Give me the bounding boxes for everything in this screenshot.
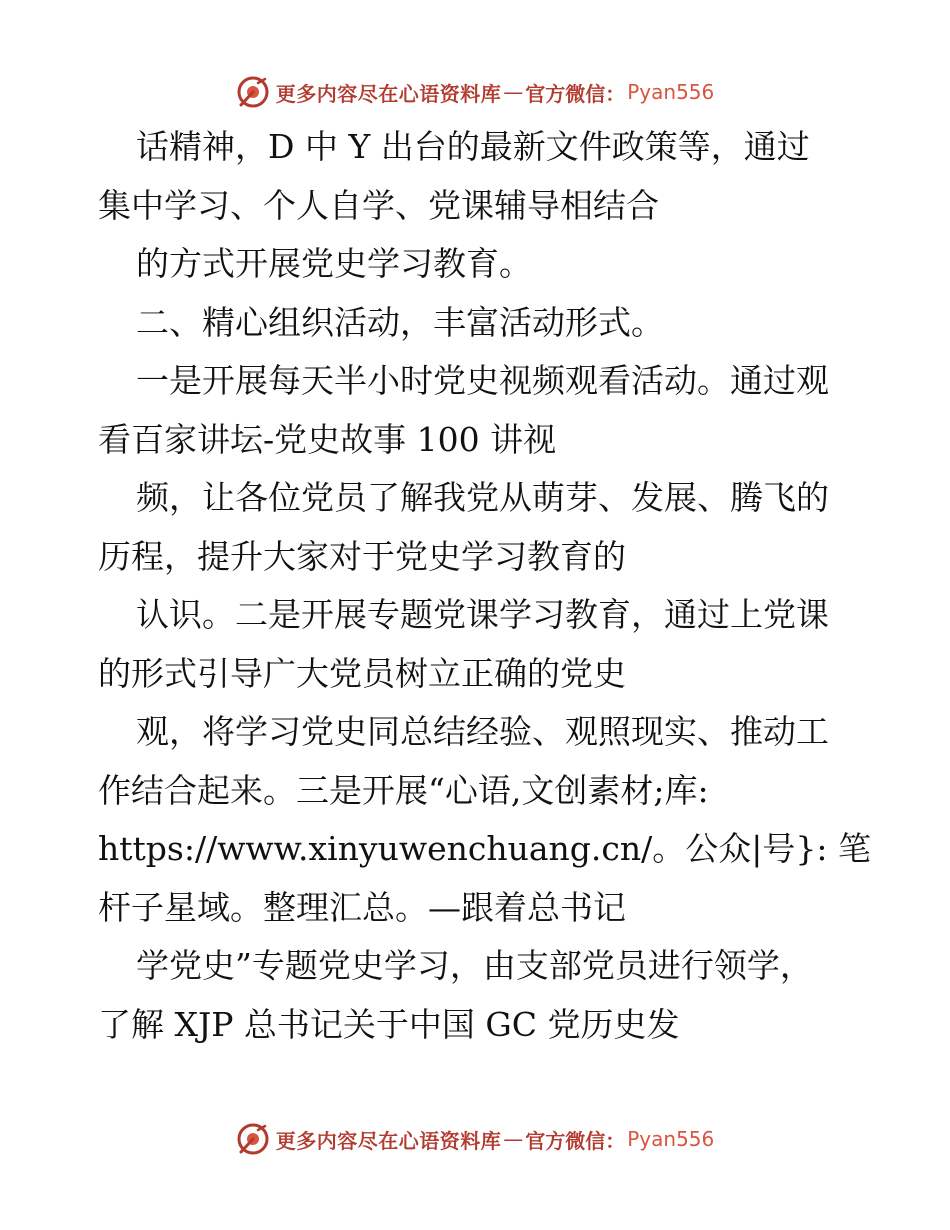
pen-logo-icon [236, 75, 270, 109]
watermark-text: 更多内容尽在心语资料库 [275, 1128, 502, 1153]
watermark-label: 官方微信： [525, 1128, 626, 1153]
text-line: https://www.xinyuwenchuang.cn/。公众|号}: 笔 [98, 829, 871, 868]
watermark-id: Pyan556 [627, 1127, 715, 1151]
watermark-dash: — [503, 1127, 524, 1151]
watermark-dash: — [503, 80, 524, 104]
text-line: 看百家讲坛-党史故事 100 讲视 [98, 419, 557, 459]
text-line: 一是开展每天半小时党史视频观看活动。通过观 [136, 361, 829, 400]
text-line: 学党史”专题党史学习，由支部党员进行领学， [136, 946, 813, 985]
pen-logo-icon [236, 1122, 270, 1156]
document-body [98, 118, 871, 1054]
text-line: 频，让各位党员了解我党从萌芽、发展、腾飞的 [136, 478, 829, 517]
text-line: 作结合起来。三是开展“心语,文创素材;库: [98, 770, 709, 810]
text-line: 集中学习、个人自学、党课辅导相结合 [98, 185, 659, 225]
text-line: 观，将学习党史同总结经验、观照现实、推动工 [136, 712, 829, 751]
text-line: 了解 XJP 总书记关于中国 GC 党历史发 [98, 1004, 680, 1044]
watermark-id: Pyan556 [627, 80, 715, 104]
text-line: 杆子星域。整理汇总。—跟着总书记 [98, 887, 626, 927]
watermark-text: 更多内容尽在心语资料库 [275, 81, 502, 106]
text-line: 话精神，D 中 Y 出台的最新文件政策等，通过 [136, 127, 810, 166]
text-line: 二、精心组织活动，丰富活动形式。 [136, 302, 664, 342]
footer-watermark [0, 1117, 950, 1161]
header-watermark [0, 70, 950, 114]
text-line: 认识。二是开展专题党课学习教育，通过上党课 [136, 595, 829, 634]
text-line: 的方式开展党史学习教育。 [136, 244, 532, 283]
text-line: 的形式引导广大党员树立正确的党史 [98, 653, 626, 693]
watermark-label: 官方微信： [525, 81, 626, 106]
text-line: 历程，提升大家对于党史学习教育的 [98, 536, 626, 576]
